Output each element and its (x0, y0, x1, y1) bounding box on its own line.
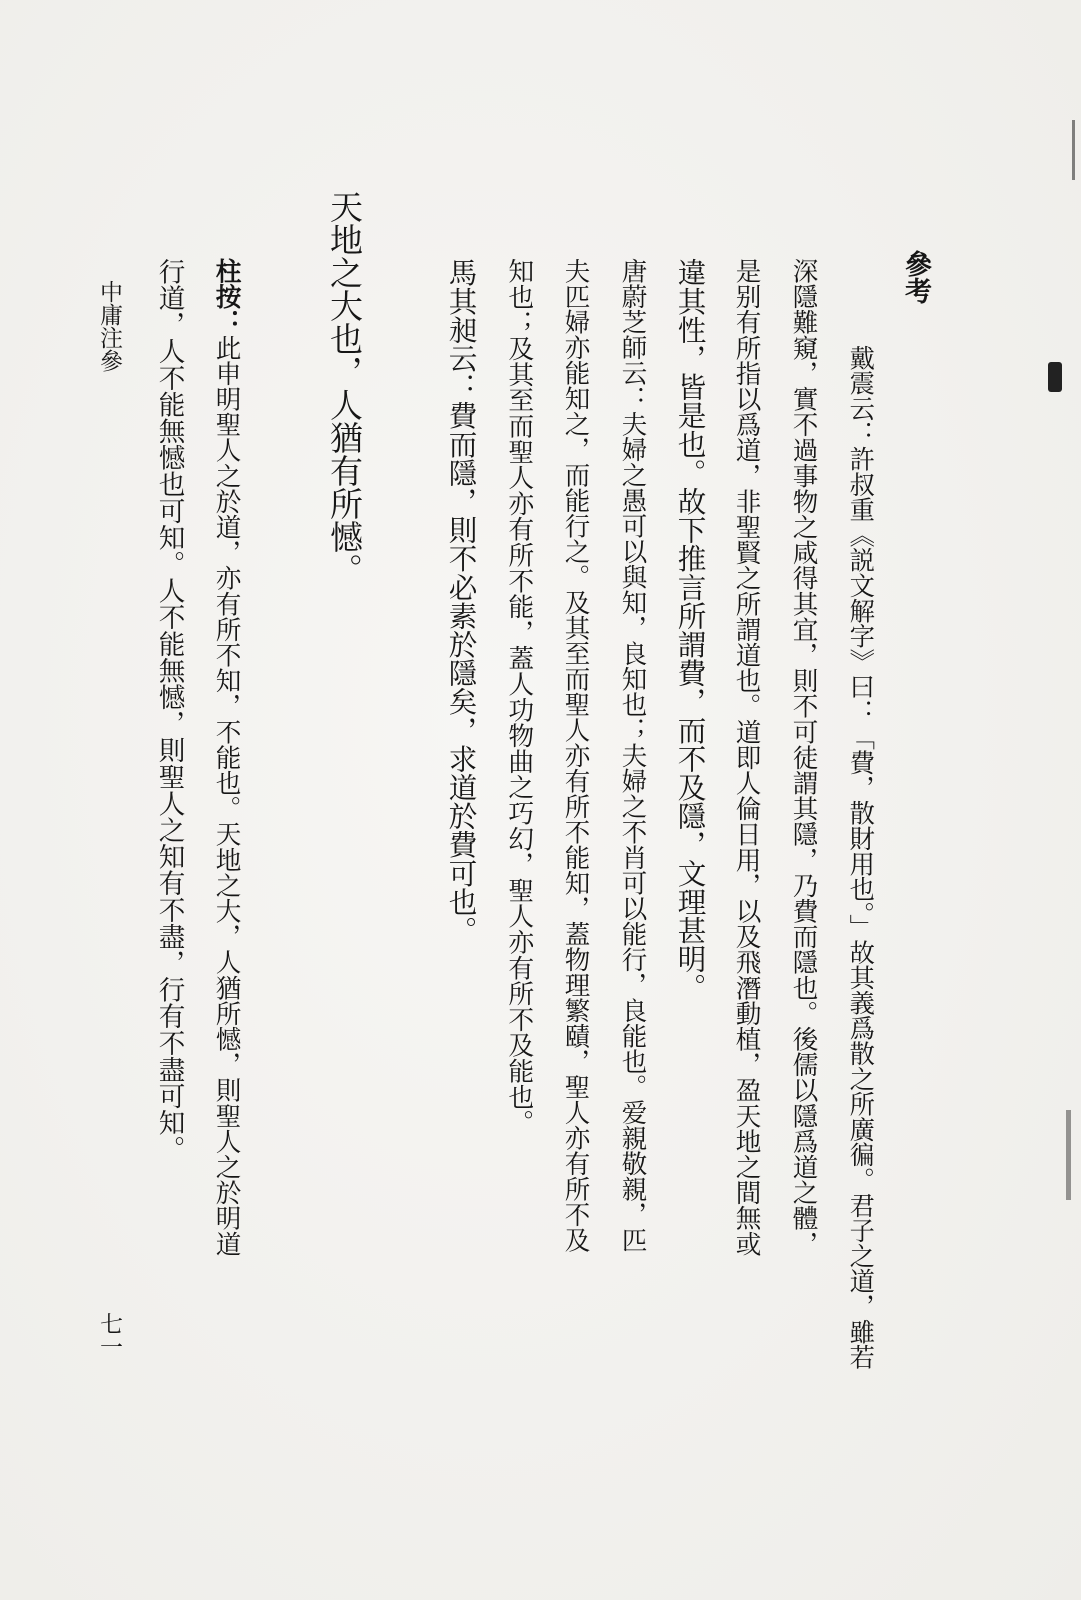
tang-line-3: 知也；及其至而聖人亦有所不能，蓋人功物曲之巧幻，聖人亦有所不及能也。 (503, 258, 534, 1136)
page-number: 七一 (96, 1312, 122, 1358)
running-book-title: 中庸注參 (96, 280, 122, 372)
scan-edge-mark (1072, 120, 1075, 180)
main-text: 天地之大也，人猶有所憾。 (325, 190, 364, 586)
commentary-line-1 (211, 258, 242, 1257)
dai-zhen-line-2: 深隱難窺，實不過事物之咸得其宜，則不可徒謂其隱，乃費而隱也。後儒以隱爲道之體， (788, 258, 819, 1257)
ma-qichang-line: 馬其昶云：費而隱，則不必素於隱矣，求道於費可也。 (444, 258, 479, 945)
commentary-line-2: 行道，人不能無憾也可知。人不能無憾，則聖人之知有不盡，行有不盡可知。 (153, 258, 185, 1163)
dai-zhen-line-4: 違其性，皆是也。故下推言所謂費，而不及隱，文理甚明。 (673, 258, 708, 1002)
commentary-text-1: 此申明聖人之於道，亦有所不知，不能也。天地之大，人猶所憾，則聖人之於明道 (211, 334, 242, 1257)
scan-edge-mark (1048, 362, 1062, 392)
dai-zhen-line-1: 戴震云：許叔重《説文解字》曰：「費，散財用也。」故其義爲散之所廣徧。君子之道，雖若 (846, 345, 876, 1370)
section-title: 參考 (900, 250, 931, 304)
scan-edge-mark (1066, 1110, 1071, 1200)
tang-line-2: 夫匹婦亦能知之，而能行之。及其至而聖人亦有所不能知，蓋物理繁賾，聖人亦有所不及 (560, 258, 591, 1253)
tang-line-1: 唐蔚芝師云：夫婦之愚可以與知，良知也；夫婦之不肖可以能行，良能也。爱親敬親，匹 (617, 258, 648, 1253)
dai-zhen-line-3: 是别有所指以爲道，非聖賢之所謂道也。道即人倫日用，以及飛潛動植，盈天地之間無或 (731, 258, 762, 1257)
commentary-label: 柱按： (211, 258, 242, 335)
